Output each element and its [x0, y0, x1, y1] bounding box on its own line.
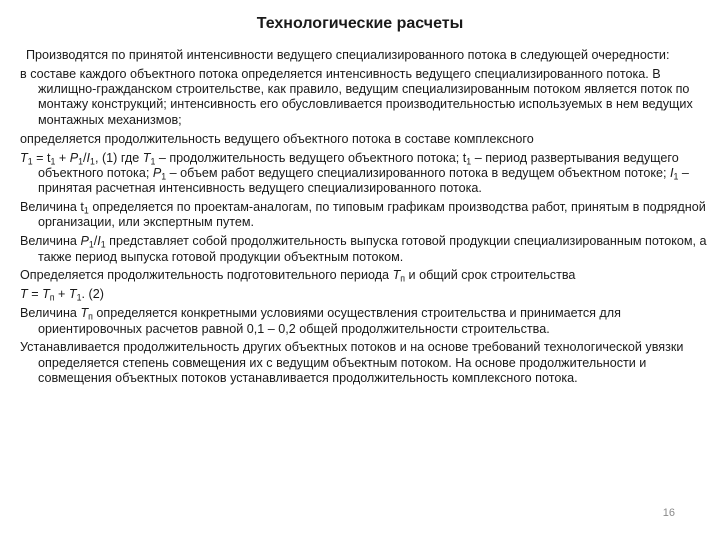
- paragraph-p1-i1: [20, 234, 708, 265]
- formula-sub: п: [400, 274, 406, 285]
- paragraph-formula-1: [20, 151, 708, 197]
- formula-sub: п: [49, 292, 55, 303]
- formula-sub: 1: [76, 292, 82, 303]
- formula-text: = t: [32, 150, 51, 165]
- formula-var: P: [69, 150, 79, 165]
- paragraph-text: представляет собой продолжительность выпуска готовой продукции специализированным потоком, а также период выпуска готовой продукции объектным потоком.: [38, 234, 707, 264]
- formula-var: T: [68, 287, 77, 302]
- paragraph-text: определяется по проектам-аналогам, по типовым графикам производства работ, принятым в подрядной организации, или экспертным путем.: [38, 200, 706, 230]
- paragraph-text: Величина: [20, 234, 81, 249]
- paragraph-text: Определяется продолжительность подготовительного периода: [20, 268, 393, 283]
- formula-var: I: [86, 150, 91, 165]
- paragraph-text: и общий срок строительства: [405, 268, 576, 283]
- formula-sub: 1: [88, 239, 94, 250]
- paragraph-step-1: в составе каждого объектного потока определяется интенсивность ведущего специализированного потока. В жилищно-гражданском строительстве, как правило, ведущим специализированным потоком является поток по монтажу конструкций; интенсивность его обусловливается производительностью используемых в нем ведущих монтажных механизмов;: [20, 66, 693, 127]
- formula-sub: 1: [673, 171, 679, 182]
- formula-sub: 1: [83, 205, 89, 216]
- paragraph-prep-period: [20, 268, 708, 283]
- formula-sub: 1: [100, 239, 106, 250]
- formula-sub: 1: [27, 156, 33, 167]
- formula-var: P: [80, 234, 89, 249]
- formula-var: I: [670, 165, 674, 180]
- paragraph-text: Величина: [20, 306, 81, 321]
- formula-text: +: [55, 150, 70, 165]
- paragraph-tn: [20, 306, 708, 337]
- formula-text: =: [27, 287, 43, 302]
- formula-var: T: [20, 150, 28, 165]
- paragraph-text: – период развертывания ведущего объектного потока;: [38, 150, 679, 180]
- formula-text: /: [83, 150, 87, 165]
- paragraph-text: – принятая расчетная интенсивность ведущего специализированного потока.: [38, 165, 689, 196]
- formula-var: T: [142, 150, 151, 165]
- paragraph-step-2: определяется продолжительность ведущего объектного потока в составе комплексного: [20, 131, 534, 146]
- formula-var: I: [97, 234, 101, 249]
- paragraph-other-flows: Устанавливается продолжительность других объектных потоков и на основе требований технологической увязки определяется степень совмещения их с ведущим объектным потоком. На основе продолжительности и совмещения объектных потоков устанавливается продолжительность комплексного потока.: [20, 340, 684, 385]
- paragraph-formula-2: [20, 287, 708, 302]
- formula-sub: 1: [150, 156, 156, 167]
- formula-var: T: [20, 287, 28, 302]
- slide-title: Технологические расчеты: [256, 15, 464, 32]
- paragraph-intro: Производятся по принятой интенсивности ведущего специализированного потока в следующей очередности:: [26, 48, 670, 62]
- paragraph-text: – продолжительность ведущего объектного потока; t: [155, 150, 467, 165]
- formula-sub: 1: [466, 156, 472, 167]
- formula-sub: 1: [50, 156, 56, 167]
- paragraph-text: , (1) где: [94, 150, 143, 165]
- formula-sub: 1: [90, 156, 95, 167]
- formula-sub: 1: [161, 171, 167, 182]
- formula-text: /: [93, 234, 98, 249]
- paragraph-text: Величина t: [20, 200, 84, 215]
- formula-var: T: [392, 268, 401, 283]
- paragraph-text: – объем работ ведущего специализированного потока в ведущем объектном потоке;: [166, 165, 671, 180]
- formula-var: T: [42, 287, 50, 302]
- formula-text: . (2): [81, 287, 104, 302]
- formula-var: T: [80, 306, 89, 321]
- formula-sub: 1: [78, 156, 84, 167]
- slide-body: [20, 48, 708, 390]
- formula-text: +: [54, 287, 69, 302]
- page-number: 16: [662, 507, 675, 519]
- formula-var: P: [152, 165, 162, 180]
- formula-sub: п: [88, 311, 93, 322]
- paragraph-text: определяется конкретными условиями осуществления строительства и принимается для ориентировочных расчетов равной 0,1 – 0,2 общей продолжительности строительства.: [38, 306, 621, 336]
- paragraph-t1: [20, 200, 708, 231]
